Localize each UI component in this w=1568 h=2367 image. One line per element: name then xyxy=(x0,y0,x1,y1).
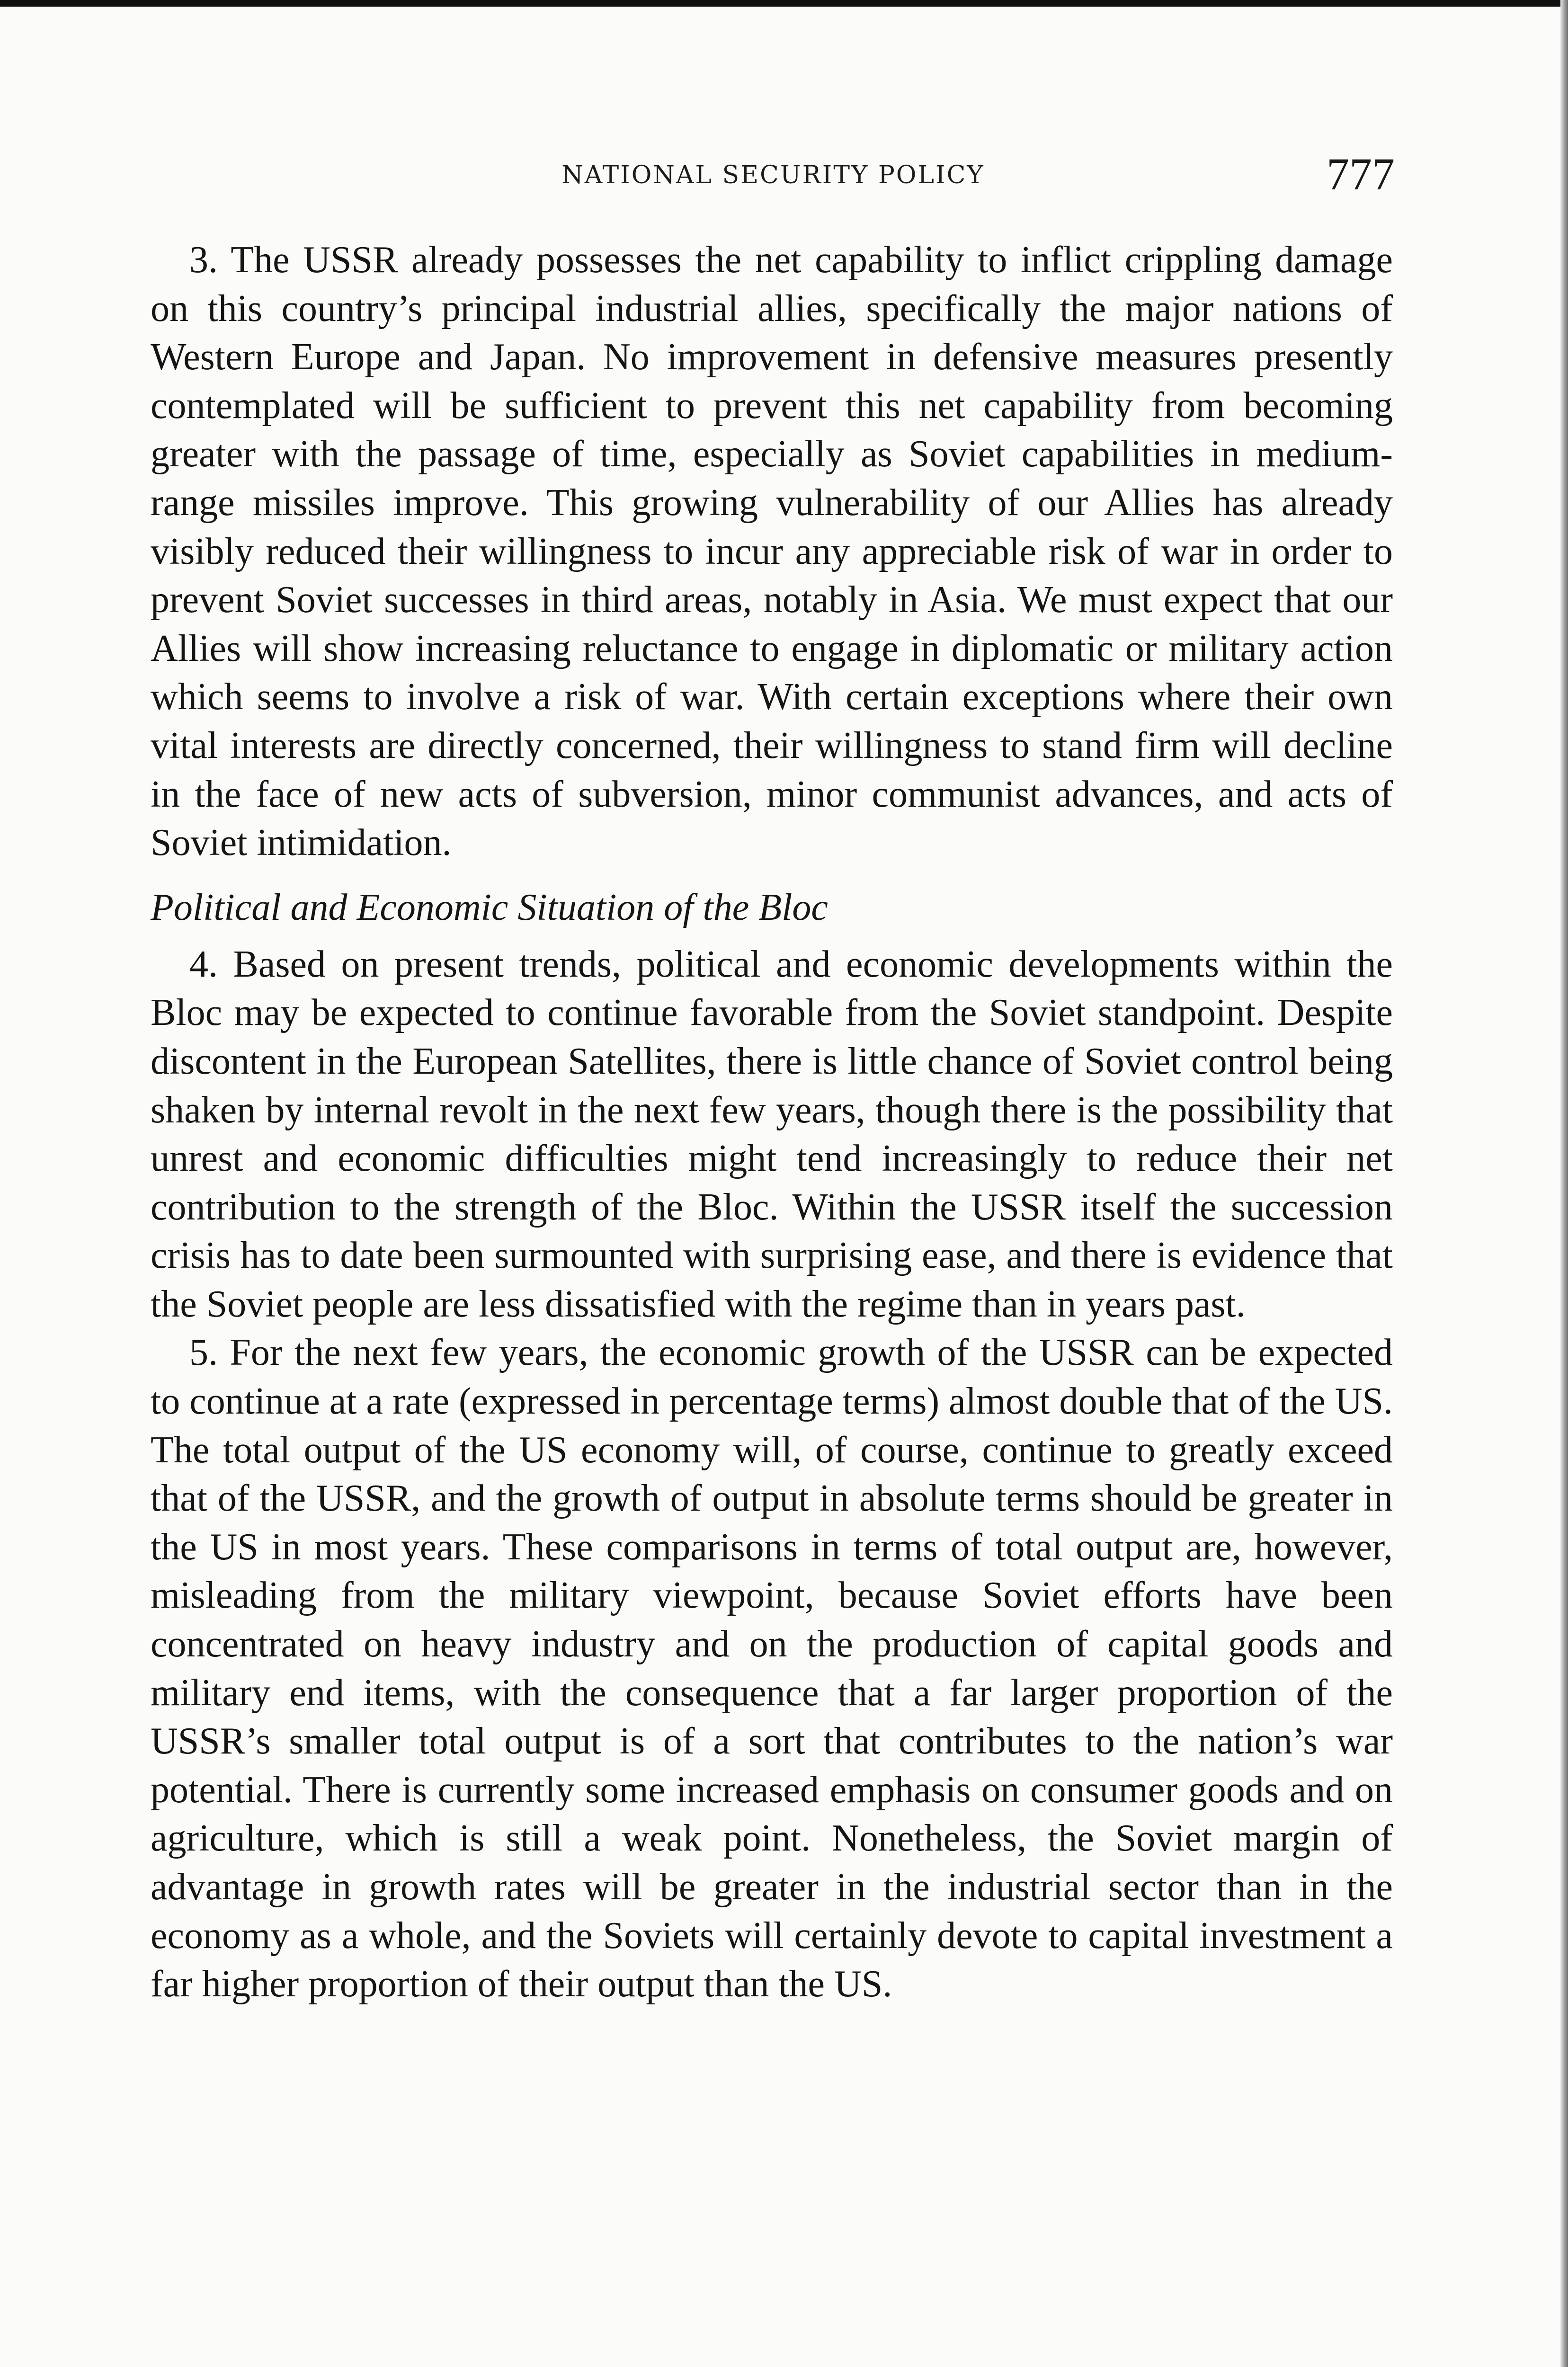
scan-top-border xyxy=(0,0,1568,7)
section-heading: Political and Economic Situation of the Bloc xyxy=(151,886,828,928)
running-title: NATIONAL SECURITY POLICY xyxy=(561,161,985,189)
paragraph-5: 5. For the next few years, the economic growth of the USSR can be expected to continue at a rate (expressed in percentage terms) almost double that of the US. The total output of the US economy will, of course, continue to greatly exceed that of the USSR, and the growth of output in absolute terms should be greater in the US in most years. These comparisons in terms of total output are, however, misleading from the military viewpoint, because Soviet efforts have been concentrated on heavy industry and on the production of capital goods and military end items, with the consequence that a far larger proportion of the USSR’s smaller total output is of a sort that contributes to the nation’s war potential. There is currently some increased emphasis on consumer goods and on agriculture, which is still a weak point. Nonetheless, the Soviet margin of advantage in growth rates will be greater in the industrial sector than in the economy as a whole, and the Soviets will certainly devote to capital investment a far higher proportion of their output than the US. xyxy=(151,1332,1393,2005)
paragraph-4: 4. Based on present trends, political and economic developments within the Bloc may be expected to continue favorable from the Soviet standpoint. Despite discontent in the European Satellites, there is little chance of Soviet control being shaken by internal revolt in the next few years, though there is the possibility that unrest and economic difficulties might tend increasingly to reduce their net contribution to the strength of the Bloc. Within the USSR itself the succession crisis has to date been surmounted with surprising ease, and there is evidence that the Soviet people are less dissatisfied with the regime than in years past. xyxy=(151,943,1393,1325)
paragraph-3: 3. The USSR already possesses the net capability to inflict crippling damage on this country’s principal industrial allies, specifically the major nations of Western Europe and Japan. No improvement in defensive measures presently contemplated will be sufficient to prevent this net capability from becoming greater with the passage of time, especially as Soviet capabilities in medium-range missiles improve. This growing vulnerability of our Allies has already visibly reduced their willingness to incur any appreciable risk of war in order to prevent Soviet successes in third areas, notably in Asia. We must expect that our Allies will show increasing reluctance to engage in diplomatic or military action which seems to involve a risk of war. With certain exceptions where their own vital interests are directly concerned, their willingness to stand firm will decline in the face of new acts of subversion, minor communist advances, and acts of Soviet intimidation. xyxy=(151,239,1393,864)
scan-right-border xyxy=(1560,0,1568,2367)
body-text xyxy=(151,236,1393,2009)
page-number: 777 xyxy=(1327,149,1395,199)
running-header xyxy=(151,148,1395,214)
